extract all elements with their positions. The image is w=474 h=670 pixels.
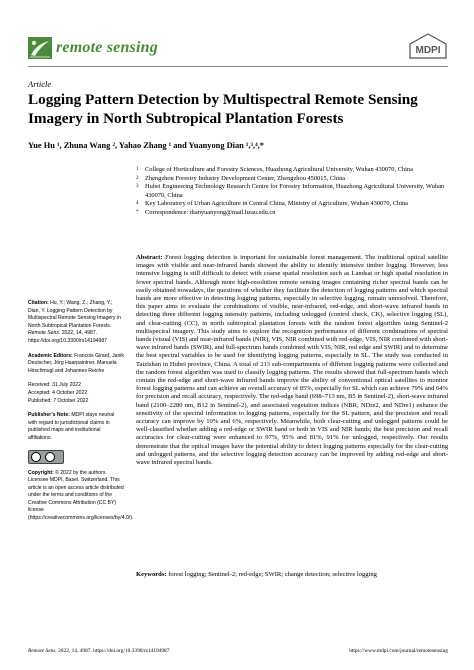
- affiliation-item: [136, 166, 448, 175]
- footer-citation[interactable]: [28, 648, 169, 654]
- cc-by-license-icon[interactable]: [28, 450, 64, 464]
- citation-journal: Remote Sens.: [28, 330, 61, 337]
- abstract-label: Abstract:: [136, 254, 163, 261]
- keywords-text: forest logging; Sentinel-2; red-edge; SWIR; change detection; selective logging: [168, 571, 377, 578]
- journal-logo[interactable]: [28, 37, 158, 59]
- affiliation-number: 1: [136, 167, 139, 172]
- publisher-note-text: MDPI stays neutral with regard to jurisdictional claims in published maps and institutional affiliations.: [28, 412, 115, 441]
- affiliation-number: 3: [136, 184, 139, 190]
- header-rule: [28, 66, 448, 67]
- article-type: Article: [28, 79, 52, 89]
- editors-label: Academic Editors:: [28, 352, 73, 359]
- copyright-text: © 2022 by the authors. Licensee MDPI, Basel, Switzerland. This article is an open access article distributed under the terms and conditions of the Creative Commons Attribution (CC BY) license (https://creativecommons.org/licenses/by/4.0/).: [28, 469, 134, 522]
- citation-label: Citation:: [28, 300, 49, 306]
- citation: [28, 300, 124, 346]
- editors-text: Francois Girard, Janik Deutscher, Jörg Haarpaintner, Manuela Hirschmugl and Johannes Reiche: [28, 352, 124, 374]
- affiliation-text: College of Horticulture and Forestry Sciences, Huazhong Agricultural University, Wuhan 430070, China: [145, 166, 413, 173]
- article-title: Logging Pattern Detection by Multispectral Remote Sensing Imagery in North Subtropical Plantation Forests: [28, 91, 418, 127]
- affiliations: [136, 166, 448, 218]
- affiliation-text: Zhengzhou Forestry Industry Development Center, Zhengzhou 450015, China: [145, 174, 346, 182]
- remote-sensing-logo-icon: [28, 37, 52, 59]
- affiliation-item: [136, 183, 448, 200]
- citation-doi[interactable]: 2022, 14, 4987. https://doi.org/10.3390/rs14194987: [28, 330, 108, 344]
- abstract-text: Forest logging detection is important for sustainable forest management. The traditional optical satellite images with visible and near-infrared bands showed the ability to identify intensive timber logging. However, less intensive logging is still difficult to detect with coarse spatial resolution such as Landsat or high spatial resolution in fewer spectral bands. Although more high-resolution remote sensing images containing richer spectral bands can be easily obtained nowadays, the questions of whether they facilitate the detection of logging patterns and which spectral bands are more effective in detecting logging patterns, especially in selective logging, remain unresolved. Therefore, this paper aims to evaluate the combinations of visible, near-infrared, red-edge, and short-wave infrared bands in detecting three different logging intensity patterns, including unlogged (control check, CK), selective logging (SL), and clear-cutting (CC), in north subtropical plantation forests with the random forest algorithm using Sentinel-2 multispectral imagery. This study aims to explore the recognition performance of different combinations of spectral bands (visual (VIS) and near-infrared bands (NIR), VIS, NIR combined with red-edge, VIS, NIR combined with short-wave infrared bands (SWIR), and full-spectrum bands combined with VIS, NIR, red edge and SWIR) and to determine the best spectral variables to be used for identifying logging patterns, especially in SL. The study was conducted in Taizishan in Hubei province, China. A total of 213 sub-compartments of different logging patterns were collected and the random forest algorithm was used to classify logging patterns. The results showed that full-spectrum bands which contain the red-edge and short-wave infrared bands improve the ability of conventional optical satellites to monitor forest logging patterns and can achieve an overall accuracy of 85%, especially for SL which can achieve 79% and 64% for precision and recall accuracy, respectively. The red-edge band (698–713 nm, B5 in Sentinel-2), short-wave infrared band (2100–2280 nm, B12 in Sentinel-2), and associated vegetation indices (NBR, NDre2, and NDre1) enhance the sensitivity of the spectral information to logging patterns, especially for the SL pattern, and the precision and recall accuracy can improve by 10% and 6%, respectively. Meanwhile, both clear-cutting and unlogged patterns could be well-classified whether adding a red-edge or SWIR band or both in VIS and NIR bands; the best precision and recall accuracies for clear-cutting were enhanced to 97%, 95% and 81%, 91% for unlogged, respectively. Our results demonstrate that the optical images have the potential ability to detect logging patterns especially for the clear-cutting and unlogged patterns, and the selective logging detection accuracy can be improved by adding red-edge and short-wave infrared spectral bands.: [136, 254, 449, 467]
- mdpi-logo-icon[interactable]: [408, 33, 448, 59]
- affiliation-text: Key Laboratory of Urban Agriculture in Central China, Ministry of Agriculture, Wuhan 430070, China: [145, 200, 409, 208]
- affiliation-number: *: [136, 209, 139, 215]
- affiliation-number: 2: [136, 175, 139, 181]
- abstract: [136, 254, 448, 467]
- affiliation-item: [136, 209, 448, 218]
- received-date: Received: 31 July 2022: [28, 382, 81, 389]
- affiliation-item: [136, 175, 448, 184]
- dates: [28, 382, 124, 405]
- citation-text: Hu, Y.; Wang, Z.; Zhang, Y.; Dian, Y. Logging Pattern Detection by Multispectral Remote Sensing Imagery in North Subtropical Plantation Forests.: [28, 300, 121, 329]
- author-list: Yue Hu ¹, Zhuna Wang ², Yahao Zhang ¹ and Yuanyong Dian ¹,³,⁴,*: [28, 141, 264, 150]
- footer-doi: 2022, 14, 4987. https://doi.org/10.3390/rs14194987: [58, 648, 170, 654]
- copyright: [28, 469, 134, 523]
- accepted-date: Accepted: 4 October 2022: [28, 389, 88, 396]
- affiliation-text: Hubei Engineering Technology Research Centre for Forestry Information, Huazhong Agricultural University, Wuhan 430070, China: [145, 183, 445, 199]
- publisher-note-label: Publisher’s Note:: [28, 412, 70, 419]
- publisher-note: [28, 412, 124, 442]
- copyright-label: Copyright:: [28, 469, 54, 476]
- footer-journal-link[interactable]: https://www.mdpi.com/journal/remotesensing: [349, 648, 448, 654]
- keywords: [136, 571, 448, 579]
- correspondence-text[interactable]: Correspondence: dianyuanyong@mail.hzau.edu.cn: [145, 208, 276, 216]
- journal-name: remote sensing: [56, 39, 158, 56]
- affiliation-number: 4: [136, 201, 139, 207]
- published-date: Published: 7 October 2022: [28, 397, 89, 404]
- mdpi-logo-text: MDPI: [415, 45, 441, 56]
- academic-editors: [28, 353, 124, 376]
- keywords-label: Keywords:: [136, 571, 167, 578]
- sidebar: [28, 300, 134, 530]
- affiliation-item: [136, 200, 448, 209]
- footer-journal: Remote Sens.: [28, 648, 57, 654]
